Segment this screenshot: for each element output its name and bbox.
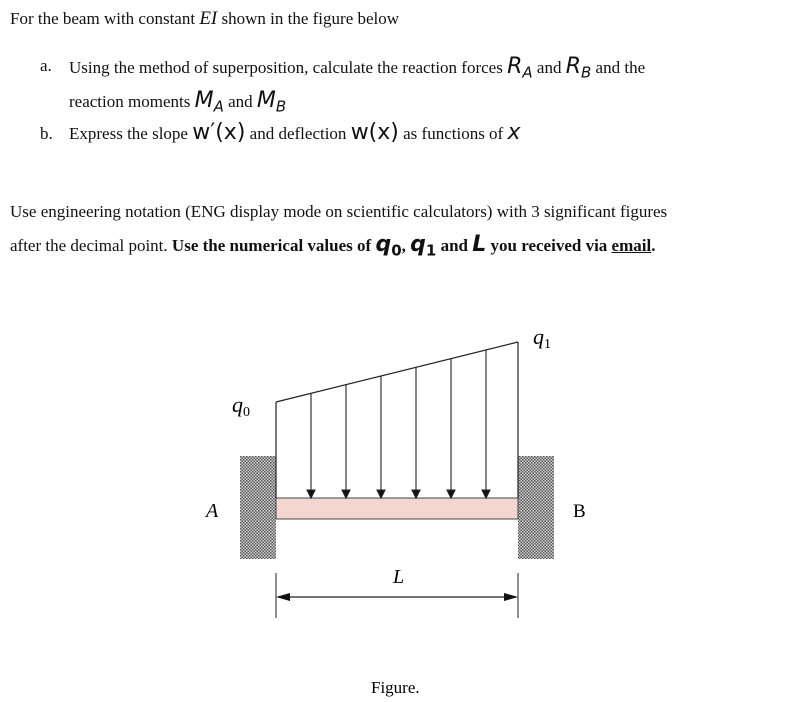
part-a-marker: a.	[40, 56, 52, 75]
dimension-arrow-right	[504, 593, 518, 601]
dimension-arrow-left	[276, 593, 290, 601]
label-A: A	[206, 500, 219, 522]
label-q0: q0	[232, 392, 250, 420]
label-L: L	[393, 566, 405, 588]
part-b-line: Express the slope w′(x) and deflection w(x) as functions of x	[69, 120, 521, 145]
part-b-marker: b.	[40, 124, 53, 143]
part-a-line2: reaction moments $M_A$ and $M_B$	[69, 88, 287, 116]
label-B: B	[573, 501, 586, 522]
beam	[276, 498, 518, 519]
intro-text: For the beam with constant EI shown in the figure below	[10, 8, 400, 29]
ei-symbol: EI	[199, 8, 218, 29]
left-wall-support	[240, 456, 276, 559]
figure-caption: Figure.	[371, 678, 420, 697]
instructions-line1: Use engineering notation (ENG display mode on scientific calculators) with 3 significant figures	[10, 202, 668, 221]
load-top-line	[276, 342, 518, 402]
instructions-line2: after the decimal point. Use the numerical values of $q_0$, $q_1$ and L you received via email.	[10, 232, 656, 260]
email-link: email	[611, 236, 652, 255]
label-q1: q1	[533, 324, 551, 352]
right-wall-support	[518, 456, 554, 559]
part-a-line1: Using the method of superposition, calculate the reaction forces $R_A$ and $R_B$ and the	[69, 54, 646, 82]
